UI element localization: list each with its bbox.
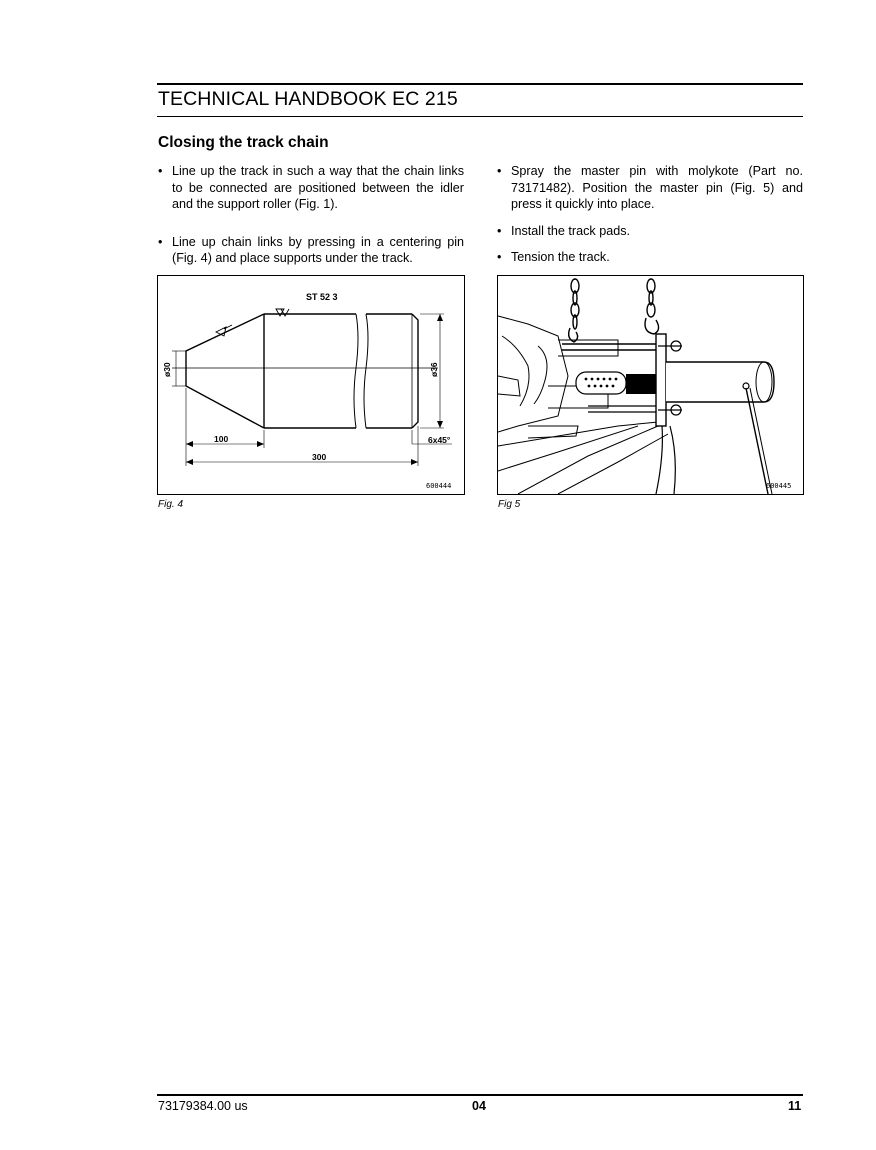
hydraulic-hose: [746, 388, 768, 494]
dim-large-diameter: ø36: [429, 362, 439, 377]
left-column: [158, 163, 464, 267]
footer-doc-number: 73179384.00 us: [158, 1099, 248, 1113]
dim-total-length: 300: [312, 452, 327, 462]
bullet-item: [497, 223, 803, 240]
footer-page-number: 11: [788, 1099, 802, 1113]
bullet-icon: •: [158, 164, 163, 178]
material-label: ST 52 3: [306, 292, 338, 302]
bullet-text: Spray the master pin with molykote (Part no. 73171482). Position the master pin (Fig. 5) and press it quickly into place.: [511, 164, 803, 211]
figure-4-drawing: [157, 275, 465, 495]
break-line: [364, 314, 368, 428]
header-top-rule: [157, 83, 803, 85]
footer-rule: [157, 1094, 803, 1096]
bullet-item: [158, 234, 464, 267]
bullet-icon: •: [158, 234, 163, 249]
figure-5-illustration: [497, 275, 804, 495]
dim-small-diameter: ø30: [162, 362, 172, 377]
surface-finish-icon: [276, 309, 289, 316]
bullet-text: Install the track pads.: [511, 223, 631, 238]
lifting-chain-right: [645, 279, 659, 334]
header-bottom-rule: [157, 116, 803, 117]
bullet-icon: •: [497, 223, 502, 238]
figure-5-caption: Fig 5: [498, 499, 521, 510]
break-line: [354, 314, 358, 428]
track-assembly: [498, 316, 668, 494]
master-pin: [576, 372, 626, 394]
dim-chamfer: 6x45°: [428, 435, 451, 445]
press-frame: [656, 334, 666, 426]
bullet-item: [497, 249, 803, 266]
figure-ref-number: 600444: [426, 482, 452, 490]
bullet-icon: •: [497, 164, 502, 178]
header-title: TECHNICAL HANDBOOK EC 215: [158, 88, 458, 110]
right-column: [497, 163, 803, 266]
figure-ref-number: 600445: [766, 482, 792, 490]
figure-4-caption: Fig. 4: [158, 499, 184, 510]
pin-adapter: [626, 374, 656, 394]
bullet-item: [497, 163, 803, 213]
bullet-text: Line up the track in such a way that the chain links to be connected are positioned between the idler and the support roller (Fig. 1).: [172, 164, 464, 211]
section-title: Closing the track chain: [158, 134, 329, 151]
dim-taper-length: 100: [214, 434, 229, 444]
bullet-text: Tension the track.: [511, 250, 610, 264]
bullet-text: Line up chain links by pressing in a centering pin (Fig. 4) and place supports under the track.: [172, 234, 464, 265]
lifting-chain-left: [569, 279, 579, 342]
bullet-item: [158, 163, 464, 213]
footer-section-number: 04: [472, 1099, 486, 1113]
chamfer-end: [412, 314, 418, 428]
bullet-icon: •: [497, 250, 502, 264]
